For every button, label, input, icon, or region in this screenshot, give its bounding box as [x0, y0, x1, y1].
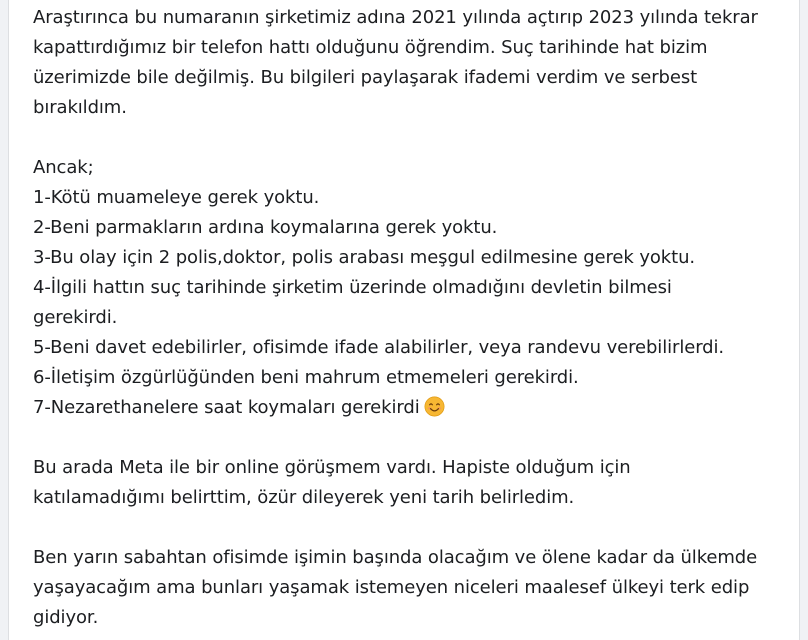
text-line: gidiyor.: [33, 607, 99, 628]
text-line: üzerimizde bile değilmiş. Bu bilgileri paylaşarak ifademi verdim ve serbest: [33, 67, 698, 88]
list-item: 4-İlgili hattın suç tarihinde şirketim üzerinde olmadığını devletin bilmesi: [33, 277, 672, 298]
paragraph-closing: [33, 543, 793, 633]
list-item-text: 7-Nezarethanelere saat koymaları gerekirdi: [33, 397, 420, 418]
list-item-last: [33, 393, 793, 423]
list-item: 5-Beni davet edebilirler, ofisimde ifade alabilirler, veya randevu verebilirlerdi.: [33, 337, 725, 358]
list-item: 3-Bu olay için 2 polis,doktor, polis arabası meşgul edilmesine gerek yoktu.: [33, 247, 696, 268]
list-item: 6-İletişim özgürlüğünden beni mahrum etmemeleri gerekirdi.: [33, 367, 579, 388]
text-line: yaşayacağım ama bunları yaşamak istemeyen niceleri maalesef ülkeyi terk edip: [33, 577, 750, 598]
smiling-face-emoji-icon: [424, 396, 445, 417]
list-item: 2-Beni parmakların ardına koymalarına gerek yoktu.: [33, 217, 498, 238]
paragraph-spacer: [33, 513, 793, 543]
post-card: [8, 0, 800, 640]
list-intro: Ancak;: [33, 157, 94, 178]
text-line: Ben yarın sabahtan ofisimde işimin başında olacağım ve ölene kadar da ülkemde: [33, 547, 758, 568]
text-line: katılamadığımı belirttim, özür dileyerek yeni tarih belirledim.: [33, 487, 575, 508]
text-line: Araştırınca bu numaranın şirketimiz adına 2021 yılında açtırıp 2023 yılında tekrar: [33, 7, 758, 28]
paragraph-spacer: [33, 423, 793, 453]
text-line: kapattırdığımız bir telefon hattı olduğunu öğrendim. Suç tarihinde hat bizim: [33, 37, 708, 58]
post-text: [33, 3, 793, 633]
paragraph-arrest-details: [33, 3, 793, 123]
text-line: Bu arada Meta ile bir online görüşmem vardı. Hapiste olduğum için: [33, 457, 631, 478]
text-line: bırakıldım.: [33, 97, 127, 118]
paragraph-meta-meeting: [33, 453, 793, 513]
list-item: 1-Kötü muameleye gerek yoktu.: [33, 187, 320, 208]
complaints-list: [33, 153, 793, 423]
paragraph-spacer: [33, 123, 793, 153]
list-item-continuation: gerekirdi.: [33, 307, 118, 328]
